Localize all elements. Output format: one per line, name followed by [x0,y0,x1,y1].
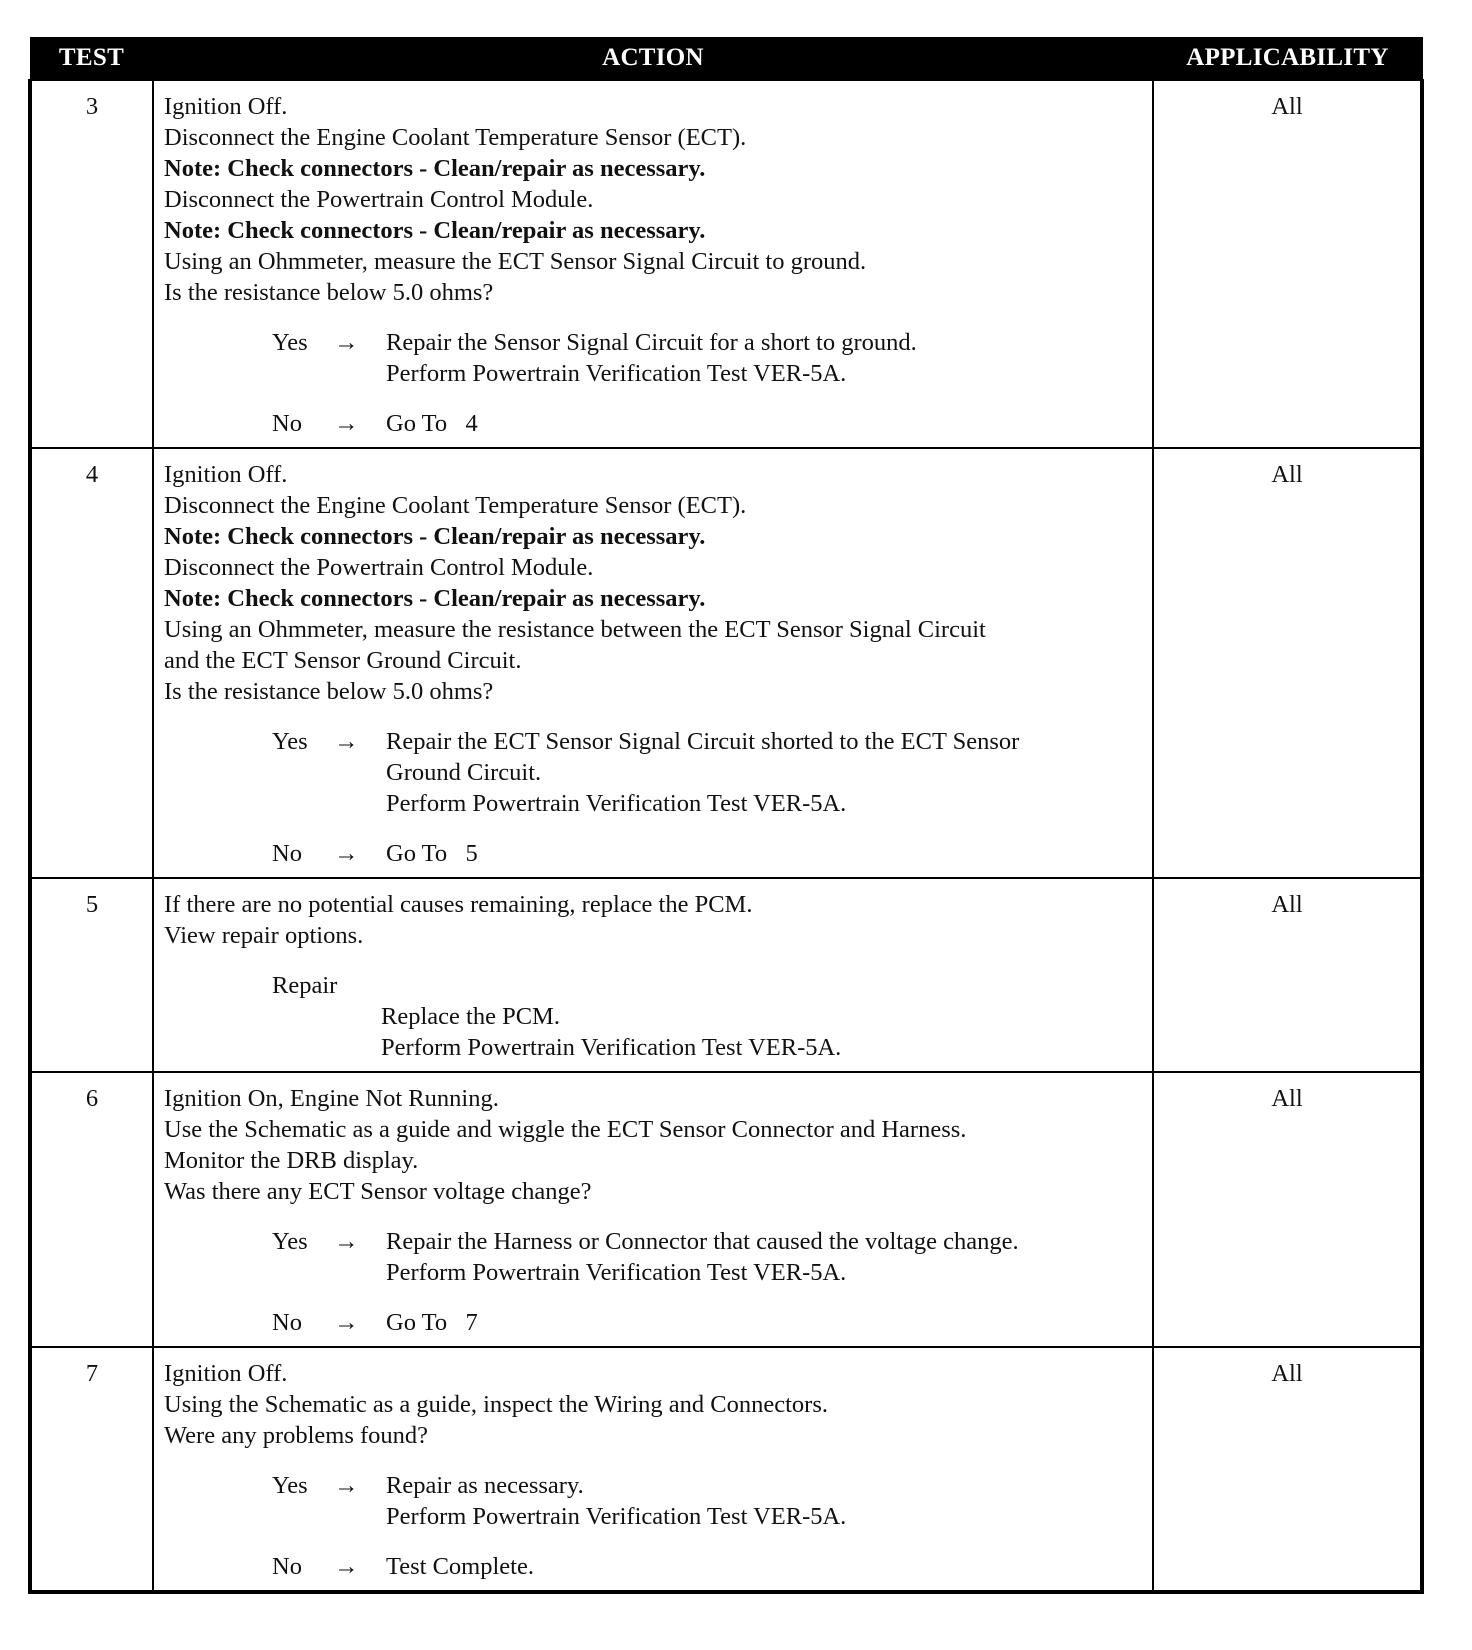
yes-branch [272,327,1144,389]
header-action: ACTION [153,37,1153,80]
action-step: Using an Ohmmeter, measure the resistance between the ECT Sensor Signal Circuit [164,616,986,643]
yes-result-line: Perform Powertrain Verification Test VER-5A. [386,360,847,387]
no-branch [272,1307,1144,1338]
applicability-cell: All [1153,878,1422,1072]
yes-branch [272,1226,1144,1288]
action-step: Use the Schematic as a guide and wiggle the ECT Sensor Connector and Harness. [164,1116,967,1143]
no-result: Test Complete. [386,1553,534,1580]
action-step: View repair options. [164,922,364,949]
applicability-cell: All [1153,1072,1422,1347]
action-cell [153,1347,1153,1592]
yes-label: Yes [272,329,308,356]
yes-label: Yes [272,1472,308,1499]
no-result: Go To 4 [386,410,478,437]
arrow-icon: → [334,728,359,755]
yes-result-line: Perform Powertrain Verification Test VER-5A. [386,1503,847,1530]
no-branch [272,838,1144,869]
test-row-6 [30,1072,1422,1347]
no-label: No [272,1553,302,1580]
applicability-cell: All [1153,1347,1422,1592]
arrow-icon: → [334,1309,359,1336]
repair-result-line: Perform Powertrain Verification Test VER-5A. [381,1034,842,1061]
yes-result-line: Repair the Harness or Connector that caused the voltage change. [386,1228,1019,1255]
arrow-icon: → [334,840,359,867]
repair-label: Repair [272,972,338,999]
action-step: Ignition Off. [164,93,288,120]
action-cell [153,448,1153,878]
action-note: Note: Check connectors - Clean/repair as necessary. [164,217,706,244]
action-note: Note: Check connectors - Clean/repair as necessary. [164,523,706,550]
yes-branch [272,1470,1144,1532]
action-step: Using the Schematic as a guide, inspect the Wiring and Connectors. [164,1391,828,1418]
yes-label: Yes [272,728,308,755]
action-step: Disconnect the Powertrain Control Module. [164,186,594,213]
arrow-icon: → [334,1553,359,1580]
no-branch [272,408,1144,439]
arrow-icon: → [334,1472,359,1499]
yes-branch [272,726,1144,819]
applicability-cell: All [1153,80,1422,448]
action-question: Were any problems found? [164,1422,429,1449]
action-step: Monitor the DRB display. [164,1147,419,1174]
header-applicability: APPLICABILITY [1153,37,1422,80]
yes-result-line: Repair the ECT Sensor Signal Circuit shorted to the ECT Sensor [386,728,1020,755]
test-row-4 [30,448,1422,878]
yes-result-line: Repair the Sensor Signal Circuit for a short to ground. [386,329,917,356]
action-step: Using an Ohmmeter, measure the ECT Sensor Signal Circuit to ground. [164,248,867,275]
yes-result-line: Ground Circuit. [386,759,542,786]
test-row-7 [30,1347,1422,1592]
no-label: No [272,840,302,867]
action-step: Disconnect the Powertrain Control Module. [164,554,594,581]
test-number: 5 [30,878,153,1072]
test-number: 7 [30,1347,153,1592]
action-step: Ignition Off. [164,461,288,488]
action-cell [153,1072,1153,1347]
action-step: Disconnect the Engine Coolant Temperature Sensor (ECT). [164,492,747,519]
diagnostic-table-sheet [28,37,1420,1594]
test-number: 6 [30,1072,153,1347]
action-cell [153,878,1153,1072]
action-step: and the ECT Sensor Ground Circuit. [164,647,522,674]
yes-result-line: Repair as necessary. [386,1472,584,1499]
action-cell [153,80,1153,448]
action-step: Ignition On, Engine Not Running. [164,1085,499,1112]
header-test: TEST [30,37,153,80]
diagnostic-test-table [28,37,1424,1594]
test-row-5 [30,878,1422,1072]
no-result: Go To 7 [386,1309,478,1336]
action-step: If there are no potential causes remaining, replace the PCM. [164,891,753,918]
action-question: Was there any ECT Sensor voltage change? [164,1178,592,1205]
test-number: 4 [30,448,153,878]
arrow-icon: → [334,1228,359,1255]
action-note: Note: Check connectors - Clean/repair as necessary. [164,585,706,612]
no-label: No [272,410,302,437]
applicability-cell: All [1153,448,1422,878]
no-branch [272,1551,1144,1582]
action-question: Is the resistance below 5.0 ohms? [164,279,494,306]
table-header [30,37,1422,80]
arrow-icon: → [334,329,359,356]
repair-result-line: Replace the PCM. [381,1003,560,1030]
no-label: No [272,1309,302,1336]
action-question: Is the resistance below 5.0 ohms? [164,678,494,705]
arrow-icon: → [334,410,359,437]
test-row-3 [30,80,1422,448]
yes-result-line: Perform Powertrain Verification Test VER-5A. [386,1259,847,1286]
action-step: Ignition Off. [164,1360,288,1387]
yes-label: Yes [272,1228,308,1255]
test-number: 3 [30,80,153,448]
action-note: Note: Check connectors - Clean/repair as necessary. [164,155,706,182]
action-step: Disconnect the Engine Coolant Temperature Sensor (ECT). [164,124,747,151]
no-result: Go To 5 [386,840,478,867]
yes-result-line: Perform Powertrain Verification Test VER-5A. [386,790,847,817]
